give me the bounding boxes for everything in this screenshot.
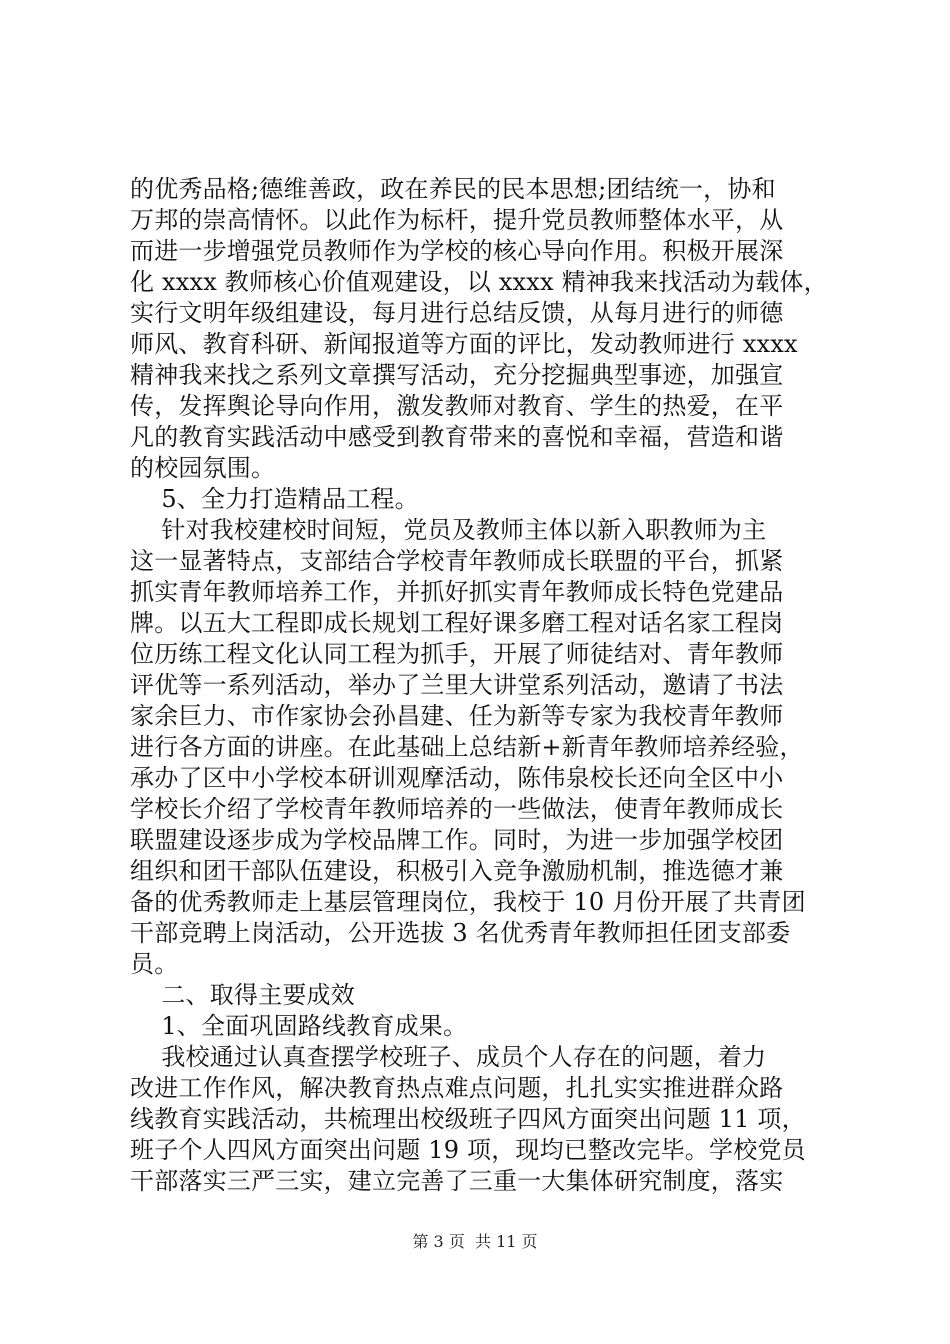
- text-line: 传，发挥舆论导向作用，激发教师对教育、学生的热爱，在平: [130, 392, 784, 420]
- section-heading: 5、全力打造精品工程。: [130, 485, 419, 513]
- text-line: 进行各方面的讲座。在此基础上总结新+新青年教师培养经验，: [130, 733, 804, 761]
- text-line: 抓实青年教师培养工作，并抓好抓实青年教师成长特色党建品: [130, 578, 784, 606]
- text-line: 万邦的崇高情怀。以此作为标杆，提升党员教师整体水平，从: [130, 206, 784, 234]
- section-heading: 二、取得主要成效: [130, 981, 355, 1009]
- text-line: 承办了区中小学校本研训观摩活动，陈伟泉校长还向全区中小: [130, 764, 784, 792]
- text-line: 这一显著特点，支部结合学校青年教师成长联盟的平台，抓紧: [130, 547, 784, 575]
- text-line: 师风、教育科研、新闻报道等方面的评比，发动教师进行 xxxx: [130, 330, 798, 358]
- text-line: 我校通过认真查摆学校班子、成员个人存在的问题，着力: [130, 1043, 767, 1071]
- text-line: 而进一步增强党员教师作为学校的核心导向作用。积极开展深: [130, 237, 784, 265]
- text-line: 的校园氛围。: [130, 454, 276, 482]
- text-line: 化 xxxx 教师核心价值观建设，以 xxxx 精神我来找活动为载体，: [130, 268, 828, 296]
- text-line: 精神我来找之系列文章撰写活动，充分挖掘典型事迹，加强宣: [130, 361, 784, 389]
- text-line: 联盟建设逐步成为学校品牌工作。同时，为进一步加强学校团: [130, 826, 784, 854]
- body-text: [130, 174, 830, 1197]
- text-line: 针对我校建校时间短，党员及教师主体以新入职教师为主: [130, 516, 767, 544]
- text-line: 改进工作作风，解决教育热点难点问题，扎扎实实推进群众路: [130, 1074, 784, 1102]
- text-line: 牌。以五大工程即成长规划工程好课多磨工程对话名家工程岗: [130, 609, 784, 637]
- text-line: 组织和团干部队伍建设，积极引入竞争激励机制，推选德才兼: [130, 857, 784, 885]
- page-footer: 第 3 页 共 11 页: [412, 1232, 538, 1251]
- text-line: 干部竞聘上岗活动，公开选拔 3 名优秀青年教师担任团支部委: [130, 919, 791, 947]
- text-line: 实行文明年级组建设，每月进行总结反馈，从每月进行的师德: [130, 299, 784, 327]
- section-heading: 1、全面巩固路线教育成果。: [130, 1012, 468, 1040]
- text-line: 学校长介绍了学校青年教师培养的一些做法，使青年教师成长: [130, 795, 784, 823]
- text-line: 班子个人四风方面突出问题 19 项，现均已整改完毕。学校党员: [130, 1136, 806, 1164]
- text-line: 的优秀品格;德维善政，政在养民的民本思想;团结统一，协和: [130, 175, 776, 203]
- text-line: 评优等一系列活动，举办了兰里大讲堂系列活动，邀请了书法: [130, 671, 784, 699]
- text-line: 备的优秀教师走上基层管理岗位，我校于 10 月份开展了共青团: [130, 888, 806, 916]
- text-line: 家余巨力、市作家协会孙昌建、任为新等专家为我校青年教师: [130, 702, 784, 730]
- text-line: 员。: [130, 950, 179, 978]
- text-line: 位历练工程文化认同工程为抓手，开展了师徒结对、青年教师: [130, 640, 784, 668]
- text-line: 干部落实三严三实，建立完善了三重一大集体研究制度，落实: [130, 1167, 784, 1195]
- text-line: 凡的教育实践活动中感受到教育带来的喜悦和幸福，营造和谐: [130, 423, 784, 451]
- text-line: 线教育实践活动，共梳理出校级班子四风方面突出问题 11 项，: [130, 1105, 806, 1133]
